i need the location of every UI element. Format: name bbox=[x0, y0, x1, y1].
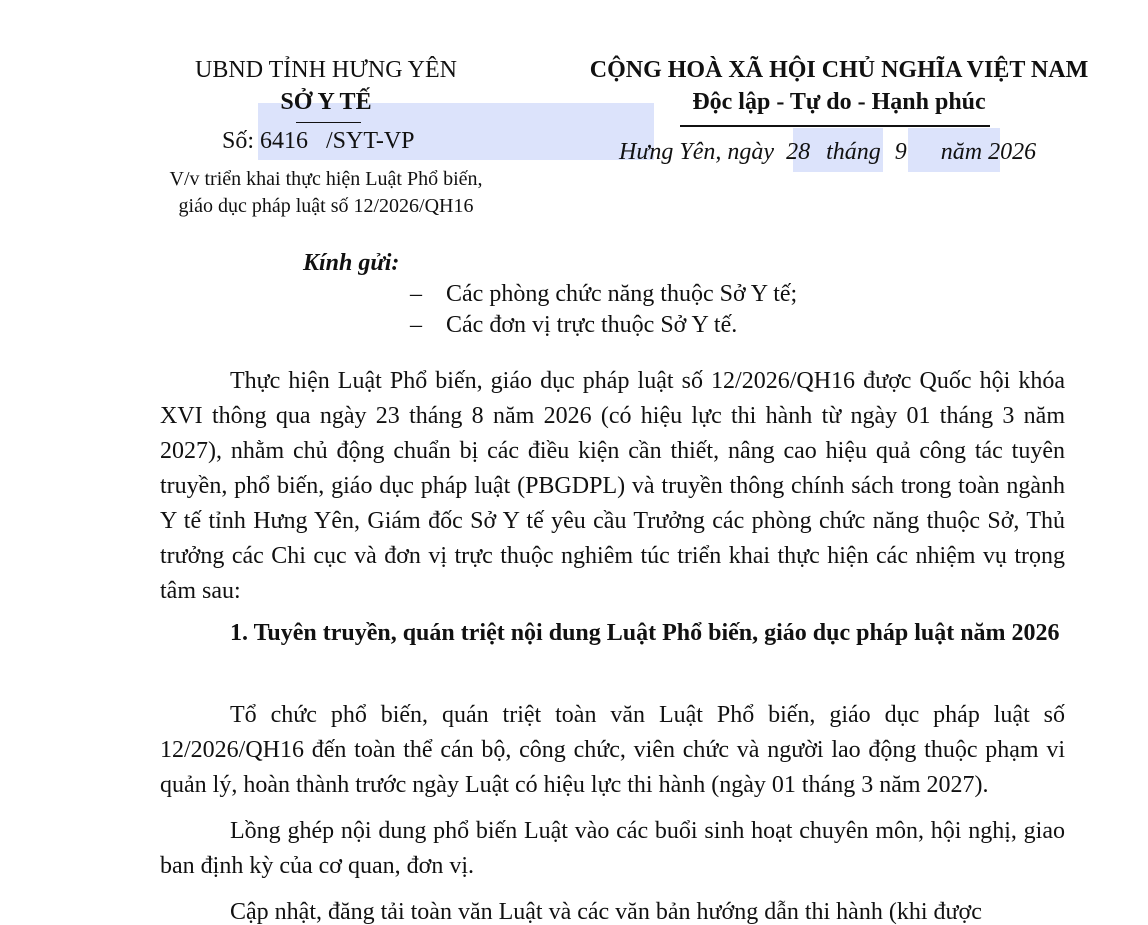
recipient-item bbox=[410, 312, 737, 339]
document-number-code: /SYT-VP bbox=[326, 128, 415, 154]
document-number-prefix: Số: bbox=[222, 128, 255, 154]
national-title: CỘNG HOÀ XÃ HỘI CHỦ NGHĨA VIỆT NAM bbox=[589, 57, 1089, 83]
recipient-item bbox=[410, 281, 797, 308]
parent-agency-name: UBND TỈNH HƯNG YÊN bbox=[195, 57, 457, 83]
subject-line-2: giáo dục pháp luật số 12/2026/QH16 bbox=[178, 195, 474, 217]
agency-underline bbox=[296, 122, 361, 123]
day-field[interactable]: 28 bbox=[786, 139, 811, 165]
month-word: tháng bbox=[826, 139, 881, 165]
recipient-text: Các đơn vị trực thuộc Sở Y tế. bbox=[446, 312, 738, 338]
paragraph-2-text: Lồng ghép nội dung phổ biến Luật vào các buổi sinh hoạt chuyên môn, hội nghị, giao ban định kỳ của cơ quan, đơn vị. bbox=[160, 818, 1065, 879]
subject-line-1: V/v triển khai thực hiện Luật Phổ biến, bbox=[169, 168, 483, 190]
document-number bbox=[222, 128, 415, 155]
year-word: năm 2026 bbox=[940, 139, 1037, 165]
paragraph-3-text: Cập nhật, đăng tải toàn văn Luật và các văn bản hướng dẫn thi hành (khi được bbox=[230, 899, 982, 925]
intro-paragraph bbox=[160, 364, 1065, 609]
recipient-text: Các phòng chức năng thuộc Sở Y tế; bbox=[446, 281, 798, 307]
recipients-label: Kính gửi: bbox=[303, 250, 400, 276]
paragraph-1 bbox=[160, 698, 1065, 803]
paragraph-2 bbox=[160, 814, 1065, 884]
section-1-heading-text: 1. Tuyên truyền, quán triệt nội dung Luật Phổ biến, giáo dục pháp luật năm 2026 bbox=[230, 620, 1060, 646]
document-number-field[interactable]: 6416 bbox=[260, 128, 309, 154]
date-place: Hưng Yên, ngày bbox=[619, 139, 775, 165]
paragraph-3 bbox=[160, 895, 1065, 925]
paragraph-1-text: Tổ chức phổ biến, quán triệt toàn văn Luật Phổ biến, giáo dục pháp luật số 12/2026/QH16 đến toàn thể cán bộ, công chức, viên chức và người lao động thuộc phạm vi quản lý, hoàn thành trước ngày Luật có hiệu lực thi hành (ngày 01 tháng 3 năm 2027). bbox=[160, 702, 1065, 798]
date-line bbox=[619, 139, 1036, 166]
agency-name: SỞ Y TẾ bbox=[280, 89, 372, 115]
intro-text: Thực hiện Luật Phổ biến, giáo dục pháp luật số 12/2026/QH16 được Quốc hội khóa XVI thông qua ngày 23 tháng 8 năm 2026 (có hiệu lực thi hành từ ngày 01 tháng 3 năm 2027), nhằm chủ động chuẩn bị các điều kiện cần thiết, nâng cao hiệu quả công tác tuyên truyền, phổ biến, giáo dục pháp luật (PBGDPL) và truyền thông chính sách trong toàn ngành Y tế tỉnh Hưng Yên, Giám đốc Sở Y tế yêu cầu Trưởng các phòng chức năng thuộc Sở, Thủ trưởng các Chi cục và đơn vị trực thuộc nghiêm túc triển khai thực hiện các nhiệm vụ trọng tâm sau: bbox=[160, 368, 1065, 604]
month-field[interactable]: 9 bbox=[894, 139, 907, 165]
dash-bullet: – bbox=[410, 312, 422, 338]
motto-underline bbox=[680, 125, 990, 127]
dash-bullet: – bbox=[410, 281, 422, 307]
document-subject bbox=[0, 166, 652, 220]
national-motto: Độc lập - Tự do - Hạnh phúc bbox=[692, 89, 986, 115]
section-1-heading bbox=[160, 616, 1065, 651]
